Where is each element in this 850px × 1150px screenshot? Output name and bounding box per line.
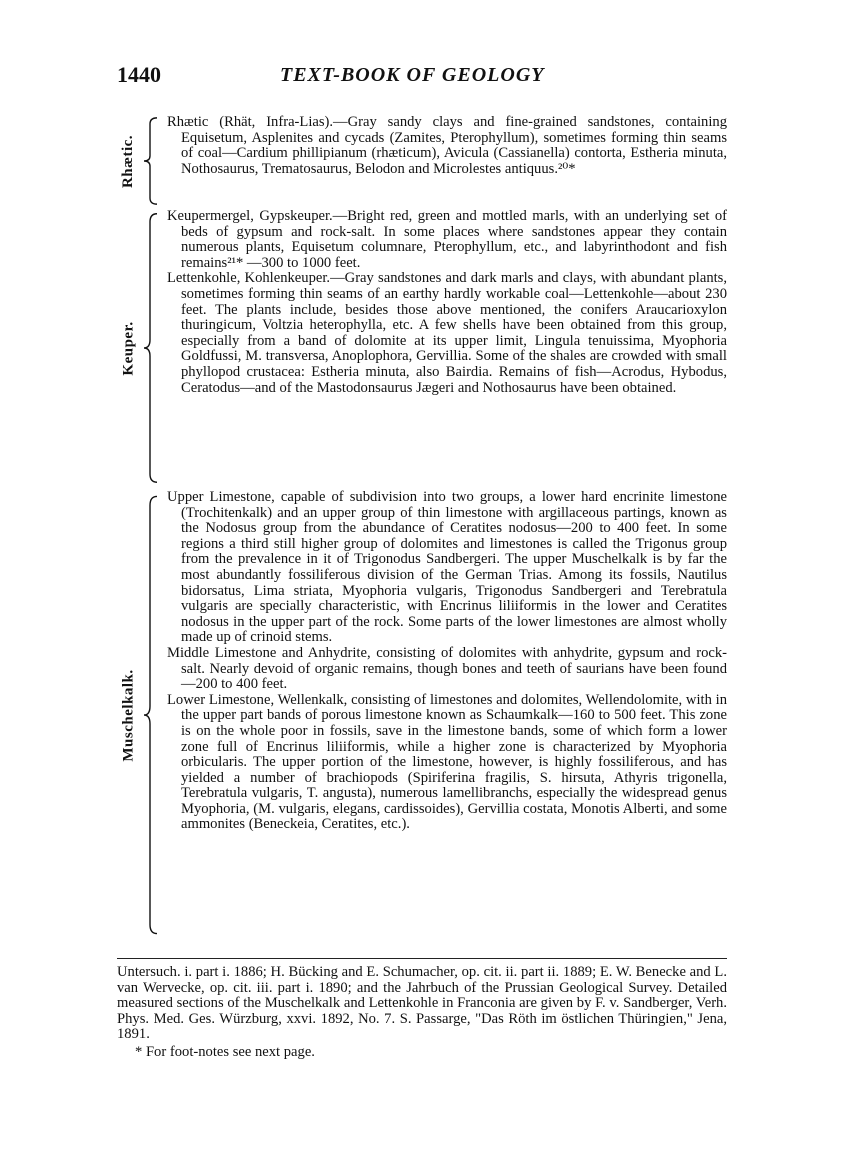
entry-lettenkohle: Lettenkohle, Kohlenkeuper.—Gray sandstones and dark marls and clays, with abundant plants, sometimes forming thin seams of an earthy hardly workable coal—Lettenkohle—about 230 feet. The plants include, besides those above mentioned, the conifers Araucarioxylon thuringicum, Voltzia heterophylla, etc. A few shells have been obtained from this group, especially from a band of dolomite at its upper limit, Lingula tenuissima, Myophoria Goldfussi, M. transversa, Anoplophora, Gervillia. Some of the shales are crowded with small phyllopod crustacea: Estheria minuta, also Bairdia. Remains of fish—Acrodus, Hybodus, Ceratodus—and of the Mastodonsaurus Jægeri and Nothosaurus have been obtained. (167, 270, 727, 396)
section-keuper (117, 209, 727, 487)
running-title: TEXT-BOOK OF GEOLOGY (280, 64, 545, 86)
entry-keupermergel: Keupermergel, Gypskeuper.—Bright red, green and mottled marls, with an underlying set of beds of gypsum and rock-salt. In some places where sandstones appear they contain numerous plants, Equisetum columnare, Pterophyllum, etc., and labyrinthodont and fish remains²¹* —300 to 1000 feet. (167, 208, 727, 271)
section-label-rhaetic: Rhætic. (120, 134, 137, 188)
entry-upper-limestone: Upper Limestone, capable of subdivision into two groups, a lower hard encrinite limestone (Trochitenkalk) and an upper group of thin limestone with argillaceous partings, known as the Nodosus group from the abundance of Ceratites nodosus—200 to 400 feet. In some regions a third still higher group of dolomites and limestones is called the Trigonus group from the prevalence in it of Trigonodus Sandbergeri. The upper Muschelkalk is by far the most abundantly fossiliferous division of the German Trias. Among its fossils, Nautilus bidorsatus, Lima striata, Myophoria vulgaris, Trigonodus Sandbergeri and Terebratula vulgaris are specially characteristic, with Encrinus liliiformis in the lower and Ceratites nodosus in the upper part of the rock. Some parts of the lower limestones are almost wholly made up of crinoid stems. (167, 489, 727, 646)
page-number: 1440 (117, 62, 161, 87)
footnote-rule (117, 958, 727, 959)
entry-middle-limestone: Middle Limestone and Anhydrite, consisting of dolomites with anhydrite, gypsum and rock-salt. Nearly devoid of organic remains, though bones and teeth of saurians have been found—200 to 400 feet. (167, 644, 727, 693)
section-label-muschelkalk: Muschelkalk. (120, 668, 137, 762)
brace-muschelkalk (143, 492, 159, 938)
section-label-keuper: Keuper. (120, 320, 137, 376)
entry-rhaetic: Rhætic (Rhät, Infra-Lias).—Gray sandy clays and fine-grained sandstones, containing Equisetum, Asplenites and cycads (Zamites, Pterophyllum), sometimes forming thin seams of coal—Cardium phillipianum (rhæticum), Avicula (Cassianella) contorta, Estheria minuta, Nothosaurus, Trematosaurus, Belodon and Microlestes antiquus.²⁰* (167, 114, 727, 177)
footnote-note: * For foot-notes see next page. (135, 1043, 315, 1060)
footnotes (117, 958, 727, 1061)
entry-lower-limestone: Lower Limestone, Wellenkalk, consisting of limestones and dolomites, Wellendolomite, with in the upper part bands of porous limestone known as Schaumkalk—160 to 500 feet. This zone is on the whole poor in fossils, save in the limestone bands, some of which form a lower zone full of Encrinus liliiformis, while a higher zone is characterized by Myophoria orbicularis. The upper portion of the limestone, however, is highly fossiliferous, and has yielded a number of brachiopods (Spiriferina fragilis, S. hirsuta, Athyris trigonella, Terebratula vulgaris, T. angusta), numerous lamellibranchs, especially the widespread genus Myophoria, (M. vulgaris, elegans, cardissoides), Gervillia costata, Monotis Alberti, and some ammonites (Beneckeia, Ceratites, etc.). (167, 691, 727, 833)
brace-keuper (143, 211, 159, 485)
section-rhaetic (117, 115, 727, 207)
section-muschelkalk (117, 490, 727, 940)
footnote-text: Untersuch. i. part i. 1886; H. Bücking and E. Schumacher, op. cit. ii. part ii. 1889; E. W. Benecke and L. van Wervecke, op. cit. iii. part i. 1890; and the Jahrbuch of the Prussian Geological Survey. Detailed measured sections of the Muschelkalk and Lettenkohle in Franconia are given by F. v. Sandberger, Verh. Phys. Med. Ges. Würzburg, xxvi. 1892, No. 7. S. Passarge, "Das Röth im östlichen Thüringien," Jena, 1891. (117, 964, 727, 1043)
brace-rhaetic (143, 117, 159, 205)
